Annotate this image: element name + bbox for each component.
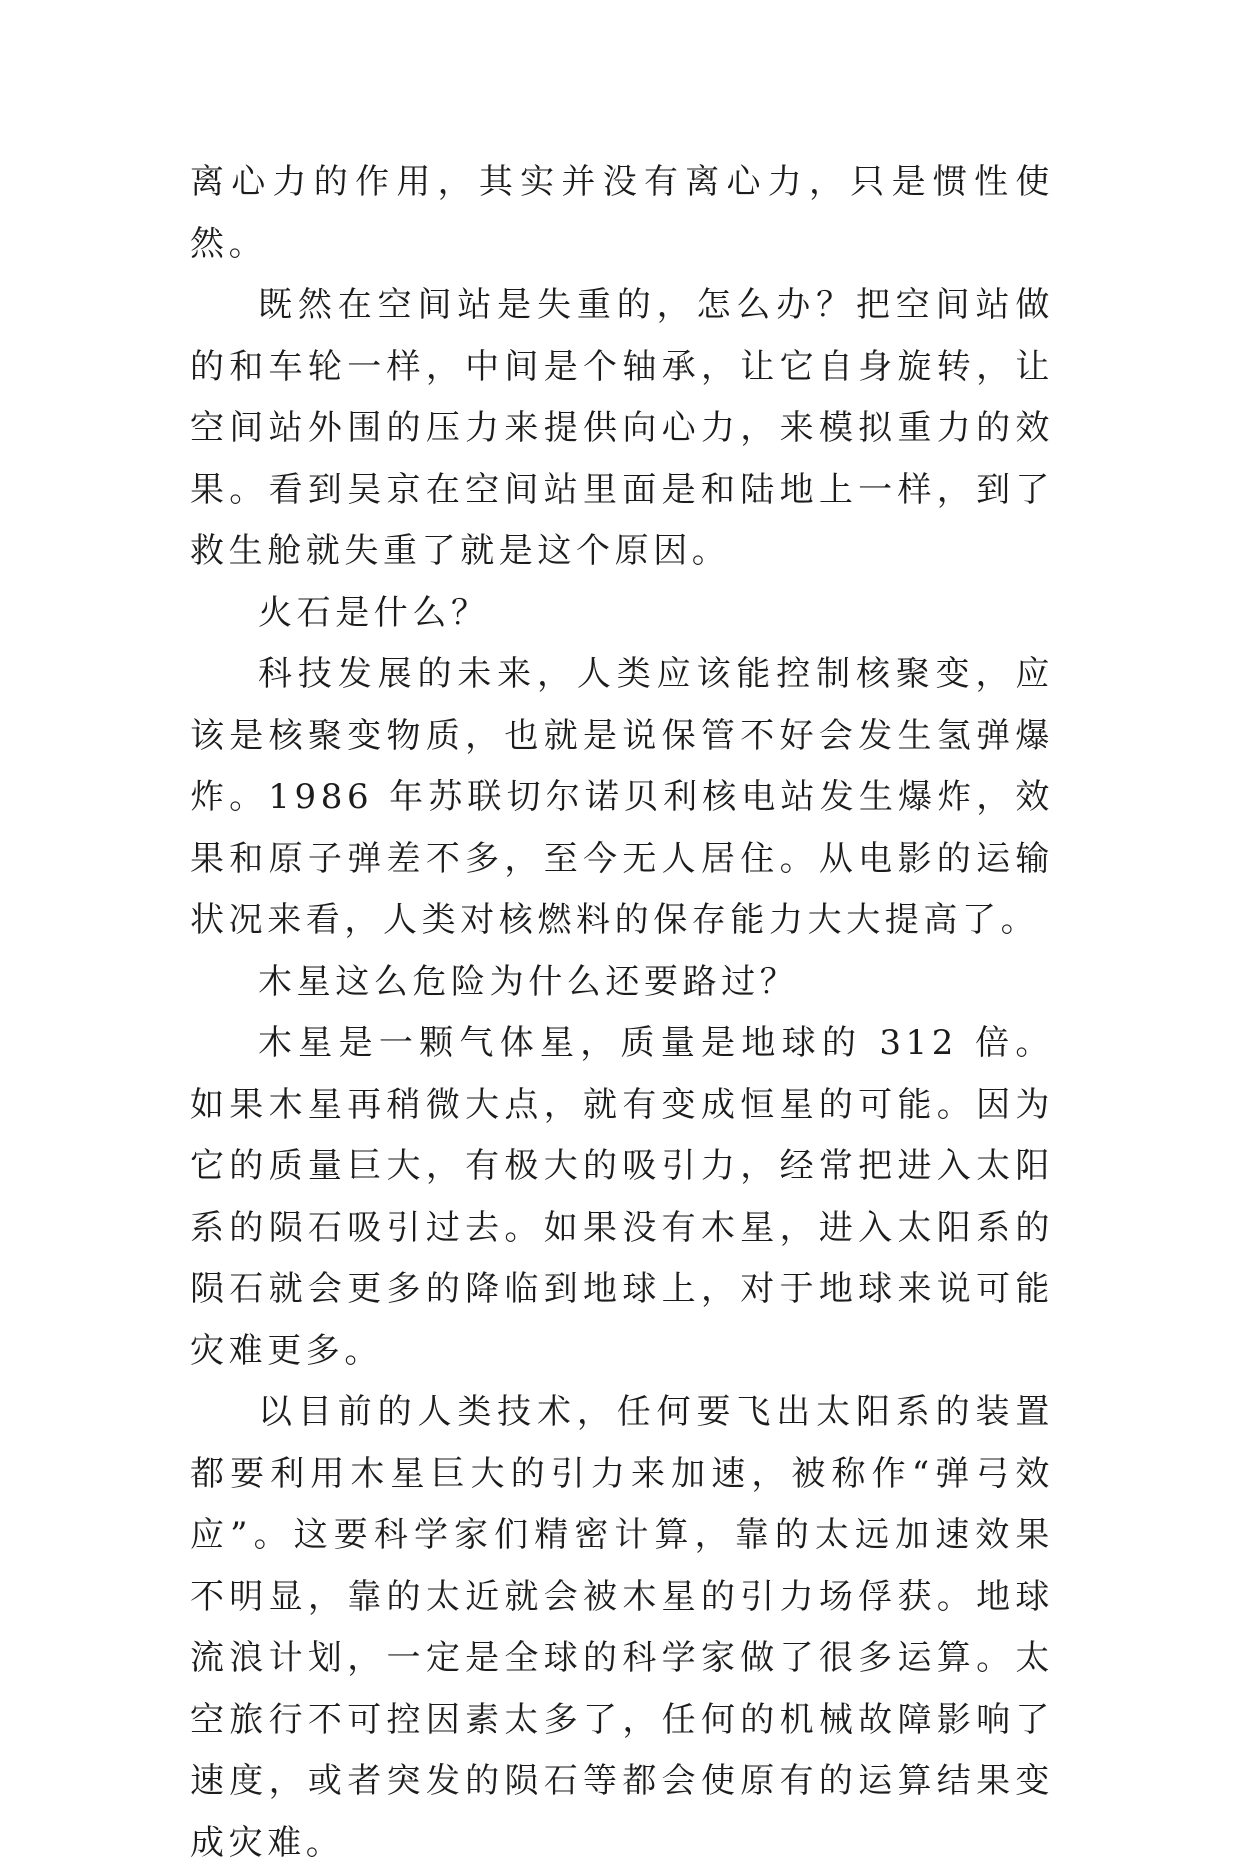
paragraph-6: 木星是一颗气体星，质量是地球的 312 倍。如果木星再稍微大点，就有变成恒星的可能。因为它的质量巨大，有极大的吸引力，经常把进入太阳系的陨石吸引过去。如果没有木星，进入太阳系的陨石就会更多的降临到地球上，对于地球来说可能灾难更多。: [190, 1023, 1054, 1371]
paragraph-7: 以目前的人类技术，任何要飞出太阳系的装置都要利用木星巨大的引力来加速，被称作“弹弓效应”。这要科学家们精密计算，靠的太远加速效果不明显，靠的太近就会被木星的引力场俘获。地球流浪计划，一定是全球的科学家做了很多运算。太空旅行不可控因素太多了，任何的机械故障影响了速度，或者突发的陨石等都会使原有的运算结果变成灾难。: [190, 1392, 1054, 1863]
paragraph-1: 离心力的作用，其实并没有离心力，只是惯性使然。: [190, 162, 1054, 264]
paragraph-4: 科技发展的未来，人类应该能控制核聚变，应该是核聚变物质，也就是说保管不好会发生氢弹爆炸。1986 年苏联切尔诺贝利核电站发生爆炸，效果和原子弹差不多，至今无人居住。从电影的运输状况来看，人类对核燃料的保存能力大大提高了。: [190, 654, 1054, 940]
paragraph-3-question: 火石是什么？: [258, 592, 490, 633]
document-page: [190, 152, 1054, 1874]
paragraph-2: 既然在空间站是失重的，怎么办？把空间站做的和车轮一样，中间是个轴承，让它自身旋转，让空间站外围的压力来提供向心力，来模拟重力的效果。看到吴京在空间站里面是和陆地上一样，到了救生舱就失重了就是这个原因。: [190, 285, 1054, 571]
paragraph-5-question: 木星这么危险为什么还要路过？: [258, 961, 799, 1002]
